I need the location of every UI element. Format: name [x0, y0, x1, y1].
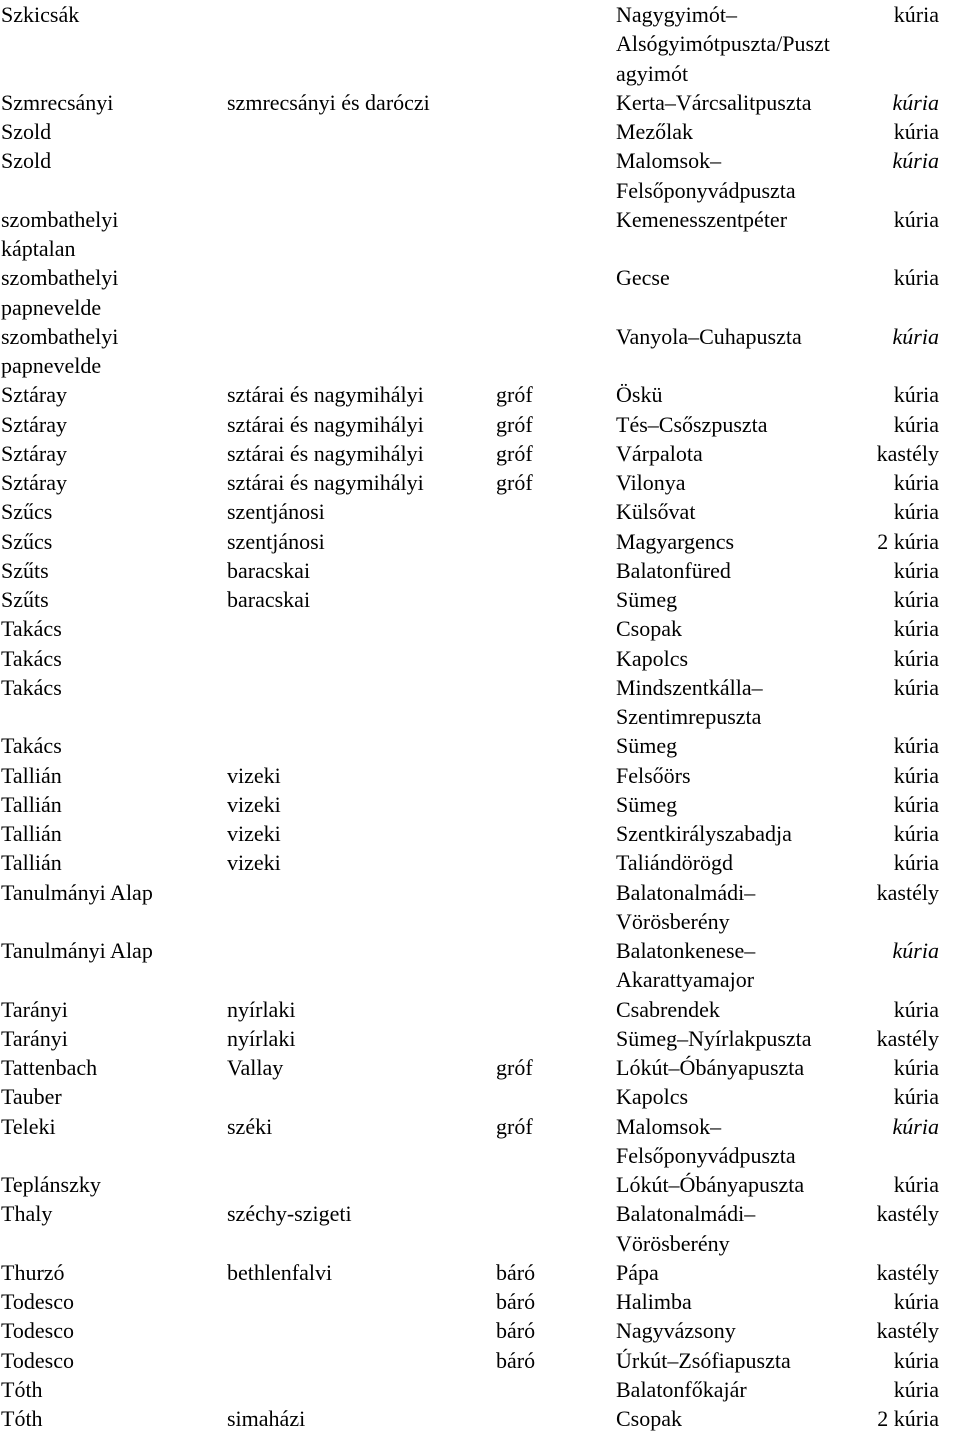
predicate: szentjánosi — [227, 528, 325, 554]
table-row — [0, 527, 960, 556]
noble-title: báró — [496, 1318, 536, 1344]
family-name: Takács — [1, 674, 62, 700]
place-name: Kapolcs — [616, 1084, 689, 1110]
place-name: Csopak — [616, 616, 682, 642]
table-row — [0, 146, 960, 205]
family-name: Sztáray — [1, 440, 67, 466]
table-row — [0, 761, 960, 790]
family-name: Todesco — [1, 1289, 74, 1314]
place-name: Úrkút–Zsófiapuszta — [616, 1347, 791, 1373]
family-name: Tóth — [1, 1406, 43, 1431]
building-type: kúria — [893, 850, 939, 876]
building-type: 2 kúria — [877, 1406, 939, 1431]
place-name: Csopak — [616, 1406, 682, 1431]
family-name: Thurzó — [1, 1259, 65, 1285]
place-name: Öskü — [616, 382, 663, 408]
place-name: Halimba — [616, 1289, 692, 1314]
table-row — [0, 380, 960, 409]
building-type: kúria — [893, 1347, 939, 1373]
predicate: szmrecsányi és daróczi — [227, 89, 430, 115]
family-name: Sztáray — [1, 411, 67, 437]
place-name: Balatonalmádi– Vörösberény — [616, 879, 756, 934]
table-row — [0, 88, 960, 117]
building-type: kúria — [893, 206, 939, 232]
table-row — [0, 995, 960, 1024]
family-name: Takács — [1, 733, 62, 759]
table-row — [0, 936, 960, 995]
table-row — [0, 410, 960, 439]
place-name: Kapolcs — [616, 645, 689, 671]
family-name: Szűts — [1, 587, 49, 612]
building-type: kúria — [893, 996, 939, 1022]
family-name: Szűts — [1, 557, 49, 583]
building-type: kúria — [893, 557, 939, 583]
family-name: Szkicsák — [1, 2, 80, 27]
building-type: kastély — [876, 1318, 939, 1344]
predicate: sztárai és nagymihályi — [227, 411, 424, 437]
table-row — [0, 0, 960, 88]
place-name: Kemenesszentpéter — [616, 206, 788, 232]
family-name: Tarányi — [1, 1025, 68, 1051]
table-row — [0, 1082, 960, 1111]
table-row — [0, 556, 960, 585]
family-name: Tattenbach — [1, 1055, 98, 1080]
noble-title: gróf — [496, 440, 533, 466]
predicate: széki — [227, 1113, 273, 1139]
family-name: szombathelyi káptalan — [1, 206, 119, 261]
table-row — [0, 497, 960, 526]
building-type: kastély — [876, 440, 939, 466]
table-row — [0, 1316, 960, 1345]
place-name: Felsőörs — [616, 762, 691, 788]
building-type: kúria — [893, 645, 939, 671]
place-name: Lókút–Óbányapuszta — [616, 1055, 805, 1080]
family-name: Teplánszky — [1, 1172, 101, 1197]
table-row — [0, 878, 960, 937]
building-type: kastély — [876, 1025, 939, 1051]
predicate: vizeki — [227, 762, 281, 788]
family-name: Szmrecsányi — [1, 89, 114, 115]
family-name: Szold — [1, 148, 52, 174]
table-row — [0, 731, 960, 760]
noble-title: gróf — [496, 1113, 533, 1139]
building-type: kúria — [893, 762, 939, 788]
predicate: vizeki — [227, 791, 281, 817]
table-row — [0, 1375, 960, 1404]
place-name: Lókút–Óbányapuszta — [616, 1172, 805, 1197]
building-type: kastély — [876, 879, 939, 905]
noble-title: báró — [496, 1347, 536, 1373]
place-name: Balatonfüred — [616, 557, 731, 583]
table-row — [0, 439, 960, 468]
place-name: Sümeg — [616, 733, 678, 759]
place-name: Magyargencs — [616, 528, 735, 554]
family-name: Thaly — [1, 1201, 53, 1227]
predicate: baracskai — [227, 587, 311, 612]
predicate: nyírlaki — [227, 1025, 296, 1051]
predicate: simaházi — [227, 1406, 306, 1431]
predicate: szentjánosi — [227, 499, 325, 525]
table-row — [0, 1170, 960, 1199]
building-type: kúria — [892, 1113, 939, 1139]
table-row — [0, 1053, 960, 1082]
family-name: Takács — [1, 616, 62, 642]
building-type: kúria — [892, 148, 939, 174]
place-name: Malomsok– Felsőponyvádpuszta — [616, 148, 796, 203]
predicate: sztárai és nagymihályi — [227, 382, 424, 408]
predicate: bethlenfalvi — [227, 1259, 333, 1285]
noble-title: báró — [496, 1259, 536, 1285]
building-type: kúria — [893, 382, 939, 408]
family-name: Szűcs — [1, 528, 53, 554]
place-name: Kerta–Várcsalitpuszta — [616, 89, 812, 115]
table-row — [0, 263, 960, 322]
table-row — [0, 205, 960, 264]
table-row — [0, 585, 960, 614]
family-name: Tallián — [1, 821, 62, 846]
place-name: Nagygyimót– Alsógyimótpuszta/Puszt agyimót — [616, 2, 830, 86]
building-type: kúria — [892, 89, 939, 115]
family-name: Tóth — [1, 1376, 43, 1402]
building-type: kúria — [893, 587, 939, 612]
table-row — [0, 117, 960, 146]
table-row — [0, 1287, 960, 1316]
table-row — [0, 1346, 960, 1375]
place-name: Külsővat — [616, 499, 696, 525]
building-type: kúria — [893, 1084, 939, 1110]
place-name: Balatonalmádi– Vörösberény — [616, 1201, 756, 1256]
building-type: kúria — [893, 119, 939, 144]
table-row — [0, 848, 960, 877]
table-row — [0, 468, 960, 497]
family-name: Tallián — [1, 791, 62, 817]
place-name: Sümeg — [616, 587, 678, 612]
table-row — [0, 614, 960, 643]
family-name: Todesco — [1, 1347, 74, 1373]
family-name: Tanulmányi Alap — [1, 938, 153, 963]
predicate: sztárai és nagymihályi — [227, 440, 424, 466]
table-row — [0, 1199, 960, 1258]
place-name: Balatonkenese– Akarattyamajor — [616, 938, 756, 993]
family-name: szombathelyi papnevelde — [1, 323, 119, 378]
place-name: Mindszentkálla– Szentimrepuszta — [616, 674, 763, 729]
table-row — [0, 673, 960, 732]
table-row — [0, 1024, 960, 1053]
family-name: szombathelyi papnevelde — [1, 265, 119, 320]
building-type: kúria — [893, 733, 939, 759]
building-type: kúria — [893, 411, 939, 437]
family-name: Sztáray — [1, 470, 67, 495]
building-type: kastély — [876, 1201, 939, 1227]
noble-title: gróf — [496, 470, 533, 495]
family-name: Teleki — [1, 1113, 56, 1139]
building-type: kúria — [892, 323, 939, 349]
building-type: kúria — [893, 1055, 939, 1080]
predicate: Vallay — [227, 1055, 284, 1080]
building-type: kúria — [892, 938, 939, 963]
family-name: Tauber — [1, 1084, 62, 1110]
table-row — [0, 322, 960, 381]
family-name: Todesco — [1, 1318, 74, 1344]
place-name: Várpalota — [616, 440, 703, 466]
place-name: Szentkirályszabadja — [616, 821, 792, 846]
predicate: vizeki — [227, 821, 281, 846]
noble-title: gróf — [496, 1055, 533, 1080]
building-type: kúria — [893, 265, 939, 291]
family-name: Sztáray — [1, 382, 67, 408]
building-type: kúria — [893, 1376, 939, 1402]
place-name: Sümeg–Nyírlakpuszta — [616, 1025, 812, 1051]
building-type: kúria — [893, 616, 939, 642]
place-name: Malomsok– Felsőponyvádpuszta — [616, 1113, 796, 1168]
building-type: kúria — [893, 791, 939, 817]
building-type: kúria — [893, 1172, 939, 1197]
predicate: sztárai és nagymihályi — [227, 470, 424, 495]
family-name: Tallián — [1, 850, 62, 876]
place-name: Sümeg — [616, 791, 678, 817]
family-name: Szűcs — [1, 499, 53, 525]
building-type: kúria — [893, 2, 939, 27]
predicate: baracskai — [227, 557, 311, 583]
building-type: kúria — [893, 1289, 939, 1314]
noble-title: gróf — [496, 382, 533, 408]
table-row — [0, 1112, 960, 1171]
place-name: Pápa — [616, 1259, 659, 1285]
place-name: Vanyola–Cuhapuszta — [616, 323, 802, 349]
family-name: Szold — [1, 119, 52, 144]
family-name: Tanulmányi Alap — [1, 879, 153, 905]
building-type: kúria — [893, 821, 939, 846]
family-name: Tallián — [1, 762, 62, 788]
place-name: Tés–Csőszpuszta — [616, 411, 768, 437]
place-name: Nagyvázsony — [616, 1318, 736, 1344]
place-name: Csabrendek — [616, 996, 720, 1022]
family-name: Tarányi — [1, 996, 68, 1022]
noble-title: gróf — [496, 411, 533, 437]
place-name: Balatonfőkajár — [616, 1376, 747, 1402]
predicate: széchy-szigeti — [227, 1201, 352, 1227]
building-type: kúria — [893, 499, 939, 525]
place-name: Vilonya — [616, 470, 686, 495]
table-row — [0, 790, 960, 819]
family-name: Takács — [1, 645, 62, 671]
building-type: kastély — [876, 1259, 939, 1285]
building-type: 2 kúria — [877, 528, 939, 554]
table-row — [0, 819, 960, 848]
table-row — [0, 644, 960, 673]
place-name: Mezőlak — [616, 119, 693, 144]
predicate: nyírlaki — [227, 996, 296, 1022]
place-name: Gecse — [616, 265, 670, 291]
predicate: vizeki — [227, 850, 281, 876]
place-name: Taliándörögd — [616, 850, 733, 876]
table-row — [0, 1404, 960, 1433]
table-row — [0, 1258, 960, 1287]
building-type: kúria — [893, 470, 939, 495]
building-type: kúria — [893, 674, 939, 700]
noble-title: báró — [496, 1289, 536, 1314]
